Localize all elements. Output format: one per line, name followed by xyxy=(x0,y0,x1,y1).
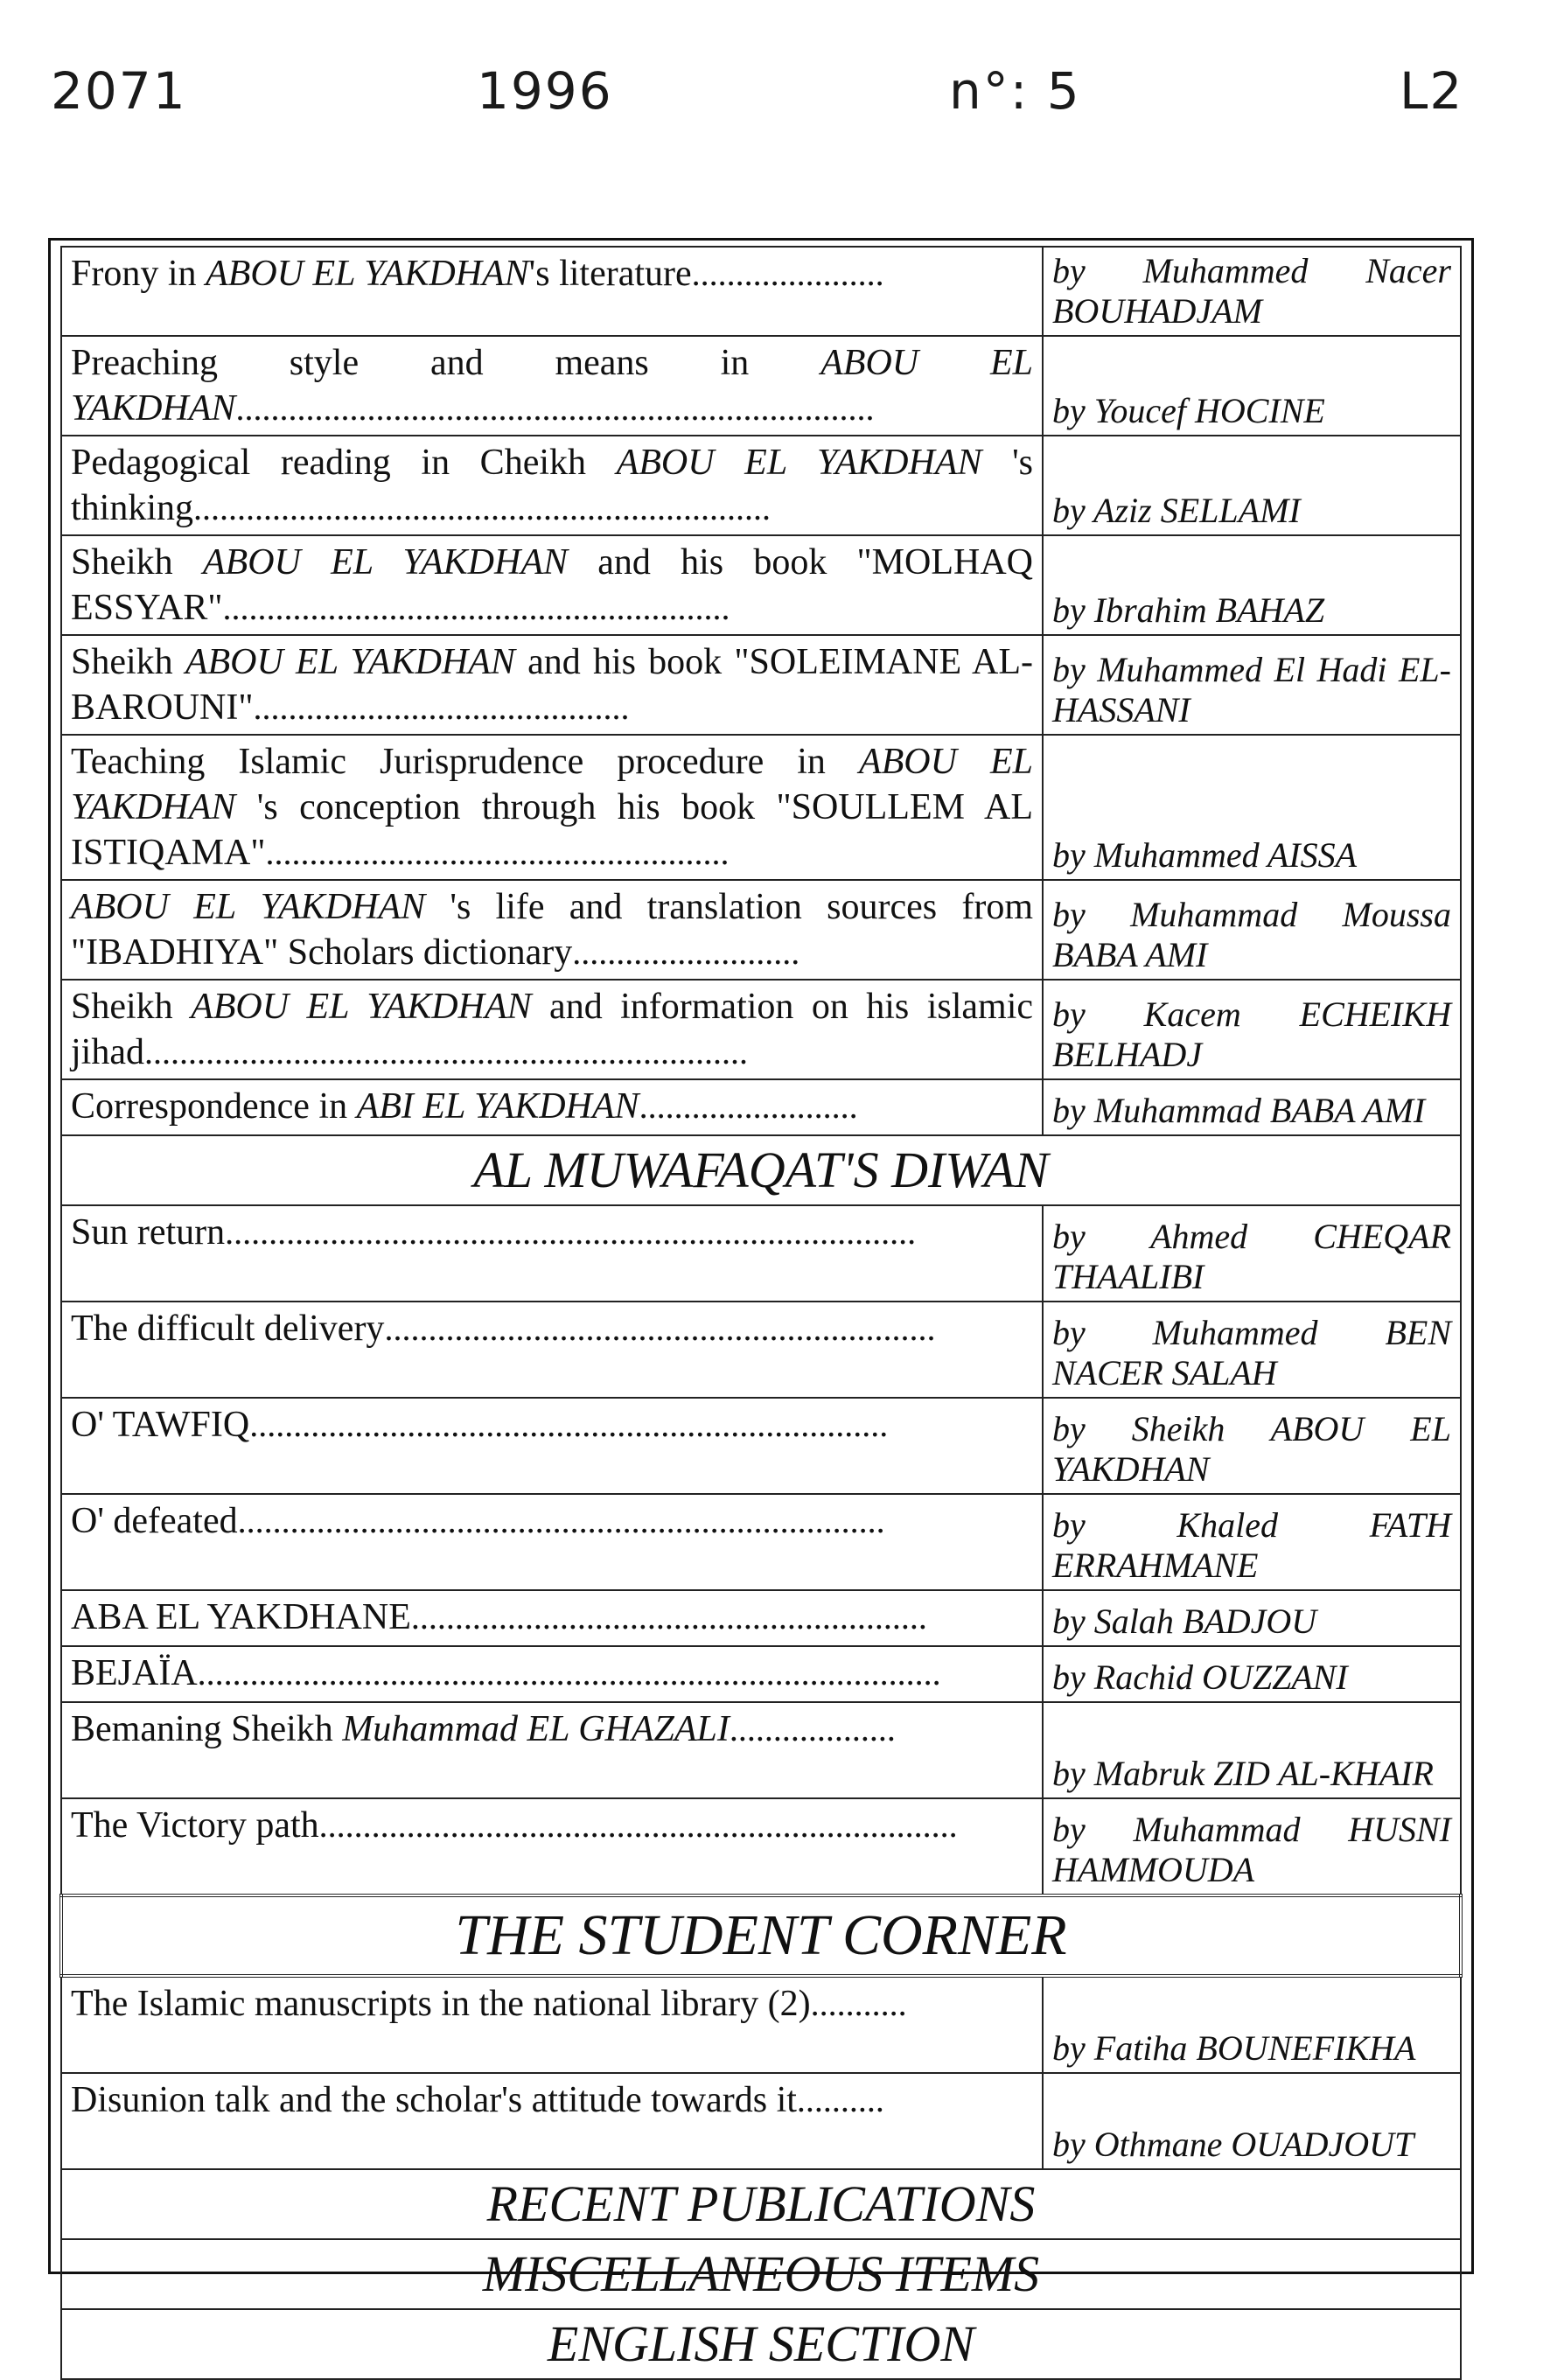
entry-author: by Mabruk ZID AL-KHAIR xyxy=(1043,1702,1461,1798)
entry-title-dots: ......................................................................... xyxy=(318,1805,958,1845)
entry-author: by Muhammed BEN NACER SALAH xyxy=(1043,1302,1461,1398)
entry-title xyxy=(61,880,1043,980)
entry-author: by Aziz SELLAMI xyxy=(1043,436,1461,535)
entry-title-pre: Frony in xyxy=(71,254,206,294)
entry-title-pre: BEJAÏA xyxy=(71,1653,198,1693)
entry-author: by Ibrahim BAHAZ xyxy=(1043,535,1461,635)
student-entries xyxy=(61,1976,1461,2169)
entry-title-pre: O' defeated xyxy=(71,1501,238,1541)
entry-title-post: and his book "MOLHAQ ESSYAR" xyxy=(71,542,1034,628)
toc-row xyxy=(61,336,1461,436)
entry-title-dots: ............................................................... xyxy=(384,1309,936,1348)
entry-title-dots: ......................................................................... xyxy=(235,388,875,428)
entry-title-dots: .................................................................. xyxy=(193,488,772,527)
entry-title-pre: Preaching style and means in xyxy=(71,343,821,383)
entry-title-dots: ......................................................................... xyxy=(249,1405,889,1444)
diwan-section xyxy=(61,1135,1461,1205)
entry-title-pre: Sun return xyxy=(71,1212,226,1253)
entry-title-dots: .......................................................................... xyxy=(237,1501,885,1540)
toc-row xyxy=(61,2073,1461,2169)
entry-author: by Muhammed AISSA xyxy=(1043,735,1461,880)
diwan-entries xyxy=(61,1205,1461,1895)
entry-title-em: Muhammad EL GHAZALI xyxy=(342,1709,730,1749)
entry-author: by Muhammed El Hadi EL-HASSANI xyxy=(1043,635,1461,735)
toc-table xyxy=(59,246,1463,2380)
toc-row xyxy=(61,1590,1461,1646)
entry-author: by Muhammad Moussa BABA AMI xyxy=(1043,880,1461,980)
entry-title-em: ABOU EL YAKDHAN xyxy=(191,987,532,1027)
entry-title-em: ABI EL YAKDHAN xyxy=(356,1086,639,1127)
entry-title xyxy=(61,1302,1043,1398)
entry-title-post: 's thinking xyxy=(71,443,1033,528)
entry-title-em: ABOU EL YAKDHAN xyxy=(185,642,515,682)
student-section xyxy=(61,1895,1461,1976)
entry-title-em: ABOU EL YAKDHAN xyxy=(202,542,568,583)
entry-title-pre: Teaching Islamic Jurisprudence procedure in xyxy=(71,742,859,782)
entry-title-pre: ABA EL YAKDHANE xyxy=(71,1597,411,1637)
entry-title-pre: The Islamic manuscripts in the national library (2) xyxy=(71,1984,811,2024)
entry-title xyxy=(61,1590,1043,1646)
entry-title-post: 's life and translation sources from "IBADHIYA" Scholars dictionary xyxy=(71,887,1033,973)
entry-author: by Fatiha BOUNEFIKHA xyxy=(1043,1976,1461,2073)
section-heading-recent: RECENT PUBLICATIONS xyxy=(61,2169,1461,2239)
entry-title xyxy=(61,1205,1043,1302)
entry-title xyxy=(61,1798,1043,1895)
toc-row xyxy=(61,1702,1461,1798)
entry-title-post: 's conception through his book "SOULLEM AL ISTIQAMA" xyxy=(71,787,1033,873)
entry-title-em: ABOU EL YAKDHAN xyxy=(71,742,1033,827)
entry-title-dots: ................... xyxy=(729,1709,896,1748)
entry-title-post: and his book "SOLEIMANE AL-BAROUNI" xyxy=(71,642,1034,728)
toc-row xyxy=(61,436,1461,535)
entry-title xyxy=(61,1976,1043,2073)
section-heading-student: THE STUDENT CORNER xyxy=(61,1895,1461,1976)
toc-row xyxy=(61,1205,1461,1302)
entry-author: by Khaled FATH ERRAHMANE xyxy=(1043,1494,1461,1590)
entry-title xyxy=(61,1079,1043,1135)
entry-title-pre: Bemaning Sheikh xyxy=(71,1709,343,1749)
entry-title xyxy=(61,1398,1043,1494)
entry-title xyxy=(61,980,1043,1079)
handwritten-code: 2071 xyxy=(51,61,187,121)
toc-row xyxy=(61,980,1461,1079)
entry-title-dots: ........................................... xyxy=(253,687,630,727)
entry-title-dots: ........... xyxy=(810,1984,907,2023)
entry-author: by Rachid OUZZANI xyxy=(1043,1646,1461,1702)
entry-title xyxy=(61,2073,1043,2169)
entry-title xyxy=(61,535,1043,635)
toc-row xyxy=(61,635,1461,735)
entry-title-pre: The difficult delivery xyxy=(71,1309,385,1349)
entry-title-post: and information on his islamic jihad xyxy=(71,987,1034,1072)
entry-title-pre: Sheikh xyxy=(71,987,192,1027)
entry-author: by Muhammad HUSNI HAMMOUDA xyxy=(1043,1798,1461,1895)
handwritten-tag: L2 xyxy=(1400,61,1464,121)
section-heading-english: ENGLISH SECTION xyxy=(61,2309,1461,2379)
entry-title-dots: ..................................................................... xyxy=(143,1032,748,1071)
entry-title-pre: Correspondence in xyxy=(71,1086,357,1127)
entry-title-dots: ..................................................................................... xyxy=(197,1653,941,1693)
entry-title-em: ABOU EL YAKDHAN xyxy=(616,443,982,483)
entry-title xyxy=(61,1702,1043,1798)
entry-title-dots: .......................................................... xyxy=(222,588,730,627)
entry-title xyxy=(61,436,1043,535)
entry-title xyxy=(61,635,1043,735)
entry-title-dots: ...................... xyxy=(691,254,884,293)
section-heading-misc: MISCELLANEOUS ITEMS xyxy=(61,2239,1461,2309)
entry-title-dots: ............................................................................... xyxy=(225,1212,917,1252)
entry-title-em: ABOU EL YAKDHAN xyxy=(71,887,426,927)
entry-title xyxy=(61,1494,1043,1590)
toc-row xyxy=(61,1646,1461,1702)
entry-title-post: 's literature xyxy=(528,254,692,294)
toc-row xyxy=(61,1976,1461,2073)
entry-title-dots: ........................................................... xyxy=(410,1597,927,1637)
section-heading-diwan: AL MUWAFAQAT'S DIWAN xyxy=(61,1135,1461,1205)
toc-row xyxy=(61,535,1461,635)
entry-title-dots: .......................... xyxy=(572,932,800,972)
entry-title-pre: The Victory path xyxy=(71,1805,319,1846)
toc-row xyxy=(61,1494,1461,1590)
entry-title xyxy=(61,735,1043,880)
entry-title xyxy=(61,247,1043,336)
toc-row xyxy=(61,1798,1461,1895)
entry-title-pre: O' TAWFIQ xyxy=(71,1405,250,1445)
entry-author: by Sheikh ABOU EL YAKDHAN xyxy=(1043,1398,1461,1494)
toc-row xyxy=(61,735,1461,880)
entry-title-dots: .......... xyxy=(796,2080,884,2119)
main-entries xyxy=(61,247,1461,1135)
entry-title-dots: ..................................................... xyxy=(265,833,730,872)
entry-author: by Kacem ECHEIKH BELHADJ xyxy=(1043,980,1461,1079)
entry-author: by Ahmed CHEQAR THAALIBI xyxy=(1043,1205,1461,1302)
entry-title-pre: Sheikh xyxy=(71,542,203,583)
entry-author: by Salah BADJOU xyxy=(1043,1590,1461,1646)
entry-title-pre: Disunion talk and the scholar's attitude towards it xyxy=(71,2080,797,2120)
handwritten-year: 1996 xyxy=(477,61,613,121)
entry-author: by Youcef HOCINE xyxy=(1043,336,1461,436)
entry-author: by Muhammad BABA AMI xyxy=(1043,1079,1461,1135)
entry-title xyxy=(61,336,1043,436)
entry-title-em: ABOU EL YAKDHAN xyxy=(206,254,529,294)
entry-title-em: ABOU EL YAKDHAN xyxy=(71,343,1033,429)
entry-title-dots: ......................... xyxy=(639,1086,858,1126)
entry-title xyxy=(61,1646,1043,1702)
entry-author: by Othmane OUADJOUT xyxy=(1043,2073,1461,2169)
toc-row xyxy=(61,880,1461,980)
entry-author: by Muhammed Nacer BOUHADJAM xyxy=(1043,247,1461,336)
handwritten-number: n°: 5 xyxy=(949,61,1081,121)
toc-row xyxy=(61,1398,1461,1494)
footer-sections xyxy=(61,2169,1461,2379)
toc-row xyxy=(61,247,1461,336)
toc-row xyxy=(61,1302,1461,1398)
table-of-contents xyxy=(48,238,1474,2372)
entry-title-pre: Sheikh xyxy=(71,642,185,682)
toc-row xyxy=(61,1079,1461,1135)
entry-title-pre: Pedagogical reading in Cheikh xyxy=(71,443,617,483)
